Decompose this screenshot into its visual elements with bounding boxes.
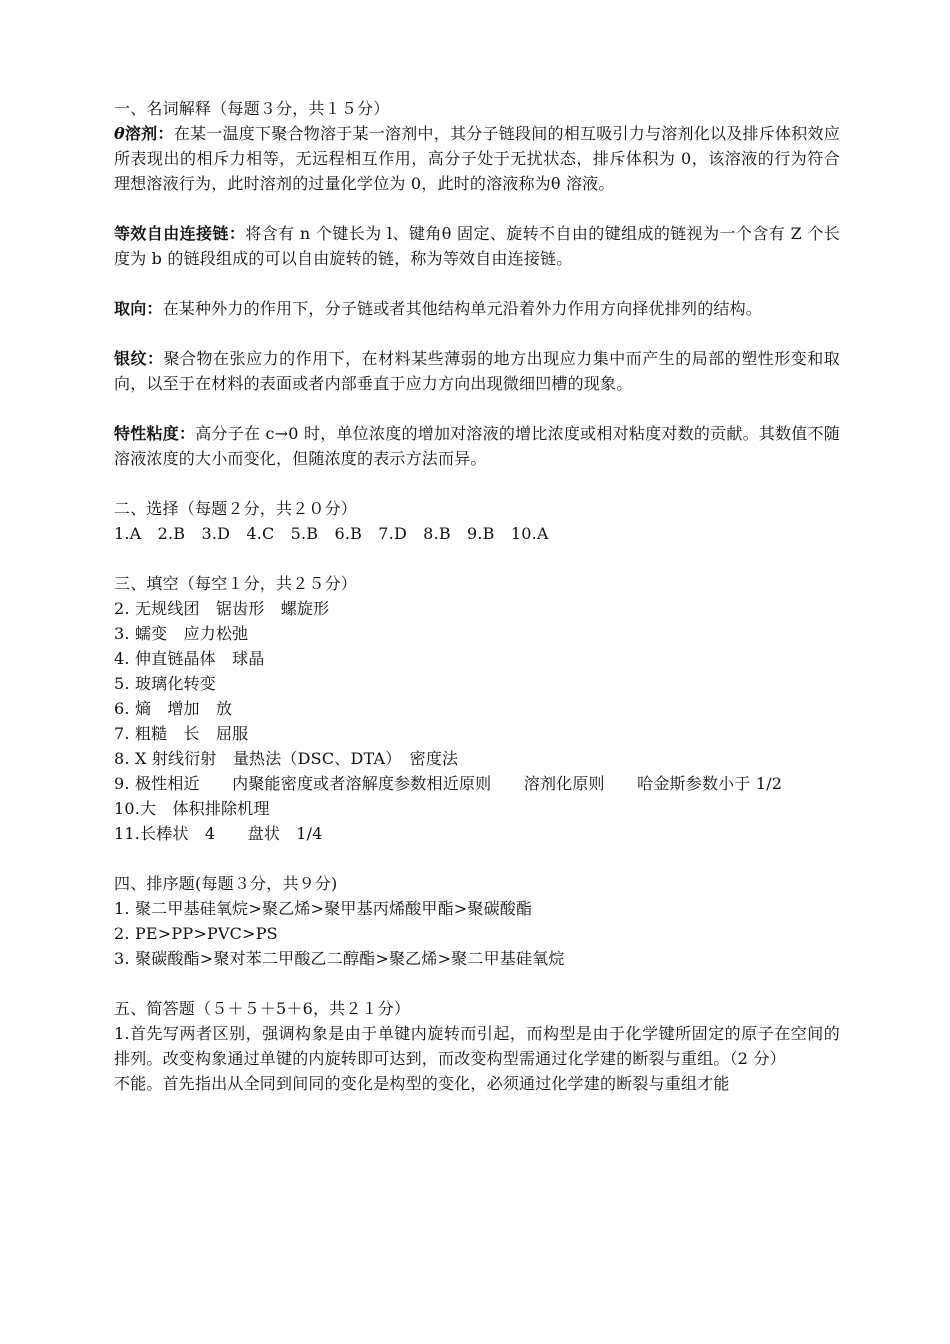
ordering-item: 3. 聚碳酸酯>聚对苯二甲酸乙二醇酯>聚乙烯>聚二甲基硅氧烷 xyxy=(114,949,565,968)
fill-item: 2. 无规线团 锯齿形 螺旋形 xyxy=(114,599,330,618)
ordering-item: 2. PE>PP>PVC>PS xyxy=(114,924,278,943)
definition-text: 将含有 n 个键长为 l、键角θ 固定、旋转不自由的键组成的链视为一个含有 Z 个长度为 b 的链段组成的可以自由旋转的链，称为等效自由连接链。 xyxy=(114,224,840,268)
section-4-heading: 四、排序题(每题３分，共９分) xyxy=(114,874,338,893)
fill-item: 4. 伸直链晶体 球晶 xyxy=(114,649,265,668)
section-2-heading: 二、选择（每题２分，共２０分） xyxy=(114,499,358,518)
choice-answers: 1.A 2.B 3.D 4.C 5.B 6.B 7.D 8.B 9.B 10.A xyxy=(114,524,549,543)
term-label: 银纹： xyxy=(114,349,164,368)
section-1-heading: 一、名词解释（每题３分，共１５分） xyxy=(114,99,390,118)
fill-item: 9. 极性相近 内聚能密度或者溶解度参数相近原则 溶剂化原则 哈金斯参数小于 1/2 xyxy=(114,774,783,793)
term-label: 等效自由连接链： xyxy=(114,224,246,243)
fill-item: 8. X 射线衍射 量热法（DSC、DTA） 密度法 xyxy=(114,749,459,768)
definition-text: 高分子在 c→0 时，单位浓度的增加对溶液的增比浓度或相对粘度对数的贡献。其数值不随溶液浓度的大小而变化，但随浓度的表示方法而异。 xyxy=(114,424,840,468)
term-label: 溶剂： xyxy=(124,124,174,143)
term-theta-symbol: θ xyxy=(114,124,125,143)
section-3-heading: 三、填空（每空１分，共２５分） xyxy=(114,574,358,593)
term-label: 取向： xyxy=(114,299,163,318)
definition-text: 在某一温度下聚合物溶于某一溶剂中，其分子链段间的相互吸引力与溶剂化以及排斥体积效应所表现出的相斥力相等，无远程相互作用，高分子处于无扰状态，排斥体积为 0，该溶液的行为符合理想溶液行为，此时溶剂的过量化学位为 0，此时的溶液称为θ 溶液。 xyxy=(114,124,840,193)
fill-item: 10.大 体积排除机理 xyxy=(114,799,270,818)
definition-text: 聚合物在张应力的作用下，在材料某些薄弱的地方出现应力集中而产生的局部的塑性形变和取向，以至于在材料的表面或者内部垂直于应力方向出现微细凹槽的现象。 xyxy=(114,349,840,393)
fill-item: 7. 粗糙 长 屈服 xyxy=(114,724,249,743)
section-5-heading: 五、简答题（５＋５＋5＋6，共２１分） xyxy=(114,999,411,1018)
fill-item: 3. 蠕变 应力松弛 xyxy=(114,624,249,643)
definition-text: 在某种外力的作用下，分子链或者其他结构单元沿着外力作用方向择优排列的结构。 xyxy=(162,299,763,318)
answer-paragraph: 不能。首先指出从全同到间同的变化是构型的变化，必须通过化学建的断裂与重组才能 xyxy=(114,1074,730,1093)
definition-intrinsic-viscosity xyxy=(114,421,840,471)
definition-equivalent-chain xyxy=(114,221,840,271)
term-label: 特性粘度： xyxy=(114,424,196,443)
fill-item: 6. 熵 增加 放 xyxy=(114,699,233,718)
answer-paragraph: 1.首先写两者区别，强调构象是由于单键内旋转而引起，而构型是由于化学键所固定的原子在空间的排列。改变构象通过单键的内旋转即可达到，而改变构型需通过化学建的断裂与重组。（2 分） xyxy=(114,1024,840,1068)
fill-item: 5. 玻璃化转变 xyxy=(114,674,216,693)
definition-orientation xyxy=(114,296,840,321)
definition-craze xyxy=(114,346,840,396)
definition-theta-solvent xyxy=(114,121,840,196)
document-page xyxy=(114,96,840,1096)
ordering-item: 1. 聚二甲基硅氧烷>聚乙烯>聚甲基丙烯酸甲酯>聚碳酸酯 xyxy=(114,899,533,918)
fill-item: 11.长棒状 4 盘状 1/4 xyxy=(114,824,323,843)
